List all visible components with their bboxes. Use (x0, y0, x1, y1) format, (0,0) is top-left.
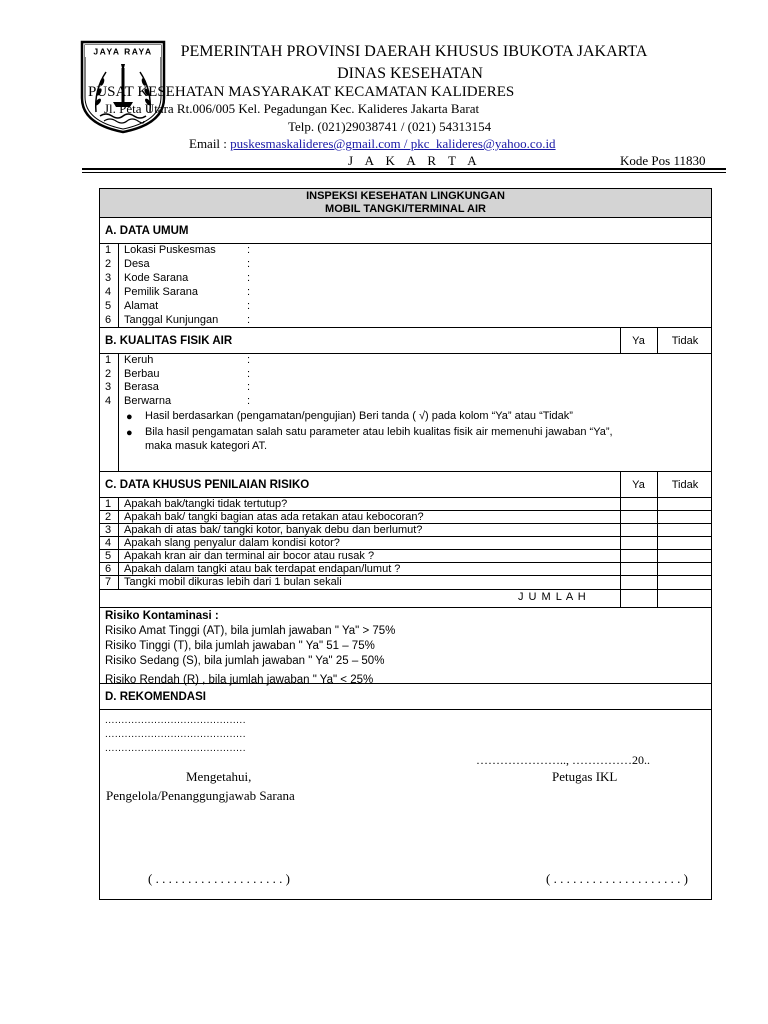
item-colon: : (247, 314, 251, 326)
item-label: Desa (124, 258, 150, 270)
risk-contamination-title: Risiko Kontaminasi : (105, 610, 219, 622)
item-number: 4 (105, 537, 112, 549)
item-colon: : (247, 300, 251, 312)
date-line: ………………….., ……………20.. (476, 753, 650, 767)
item-label: Berwarna (124, 394, 172, 407)
manager-label: Pengelola/Penanggungjawab Sarana (106, 788, 295, 803)
item-number: 3 (105, 524, 112, 536)
section-b-list (100, 353, 711, 471)
risk-question: Apakah slang penyalur dalam kondisi kotor? (124, 537, 340, 549)
item-label: Lokasi Puskesmas (124, 244, 216, 256)
section-b-notes (124, 409, 620, 455)
item-number: 2 (105, 258, 112, 270)
list-item (100, 299, 711, 313)
section-b-title: B. KUALITAS FISIK AIR (105, 335, 233, 347)
list-item (100, 394, 711, 408)
item-label: Keruh (124, 354, 154, 366)
risk-level-line: Risiko Sedang (S), bila jumlah jawaban " Ya" 25 – 50% (105, 655, 385, 667)
risk-level-line: Risiko Rendah (R) , bila jumlah jawaban " Ya" < 25% (105, 674, 374, 686)
risk-question: Apakah bak/tangki tidak tertutup? (124, 498, 288, 510)
letterhead-line1: PEMERINTAH PROVINSI DAERAH KHUSUS IBUKOTA JAKARTA (180, 43, 648, 60)
bullet-icon: ● (126, 411, 133, 423)
letterhead-postcode: Kode Pos 11830 (620, 153, 706, 168)
item-number: 6 (105, 314, 112, 326)
letterhead-email (189, 136, 556, 152)
logo-motto: JAYA RAYA (93, 46, 153, 57)
item-number: 3 (105, 272, 112, 284)
item-label: Berasa (124, 381, 159, 393)
risk-question: Apakah di atas bak/ tangki kotor, banyak debu dan berlumut? (124, 524, 423, 536)
risk-question: Apakah dalam tangki atau bak terdapat endapan/lumut ? (124, 563, 401, 575)
item-number: 1 (105, 244, 112, 256)
section-c-list (100, 497, 711, 607)
list-item (100, 380, 711, 394)
list-item (100, 257, 711, 271)
email-link[interactable]: puskesmaskalideres@gmail.com / pkc_kalideres@yahoo.co.id (230, 136, 556, 151)
letterhead-rule-thin (82, 172, 726, 173)
letterhead-rule-thick (82, 168, 726, 170)
item-number: 5 (105, 550, 112, 562)
acknowledged-label: Mengetahui, (186, 769, 252, 784)
form-title-line1: INSPEKSI KESEHATAN LINGKUNGAN (306, 190, 505, 202)
col-tidak-label: Tidak (671, 479, 699, 491)
answer-tidak-cell[interactable] (657, 576, 713, 589)
section-a-header: A. DATA UMUM (100, 217, 711, 243)
item-label: Alamat (124, 300, 159, 312)
recommendation-line[interactable]: ........................................... (105, 715, 246, 726)
form-title-line2: MOBIL TANGKI/TERMINAL AIR (325, 203, 486, 215)
item-number: 4 (105, 394, 112, 407)
item-number: 4 (105, 286, 112, 298)
letterhead-line3: PUSAT KESEHATAN MASYARAKAT KECAMATAN KALIDERES (88, 84, 515, 100)
item-number: 6 (105, 563, 112, 575)
recommendation-lines (105, 714, 246, 756)
officer-label: Petugas IKL (552, 769, 618, 784)
risk-question-row (100, 549, 711, 563)
answer-ya-cell[interactable] (620, 576, 657, 589)
section-c-title: C. DATA KHUSUS PENILAIAN RISIKO (105, 479, 310, 491)
risk-question-row (100, 536, 711, 550)
item-colon: : (247, 272, 251, 284)
bullet-icon: ● (126, 427, 133, 439)
item-label: Pemilik Sarana (124, 286, 198, 298)
item-colon: : (247, 258, 251, 270)
list-item (100, 353, 711, 367)
risk-contamination (100, 607, 711, 686)
letterhead-address: Jl. Peta Utara Rt.006/005 Kel. Pegadungan Kec. Kalideres Jakarta Barat (104, 101, 480, 116)
section-a-list (100, 243, 711, 327)
col-tidak-label: Tidak (671, 335, 699, 347)
letterhead-city: J A K A R T A (348, 153, 482, 168)
section-b-header (100, 327, 711, 353)
jumlah-row (100, 589, 711, 608)
list-item (100, 271, 711, 285)
recommendation-line[interactable]: ........................................... (105, 743, 246, 754)
section-d-header: D. REKOMENDASI (100, 683, 711, 709)
item-number: 1 (105, 354, 112, 366)
recommendation-line[interactable]: ........................................... (105, 729, 246, 740)
list-item (100, 313, 711, 327)
item-number: 3 (105, 381, 112, 393)
form-title (100, 189, 711, 217)
col-ya-label: Ya (632, 335, 645, 347)
list-item (100, 285, 711, 299)
item-label: Kode Sarana (124, 272, 189, 284)
item-number: 1 (105, 498, 112, 510)
risk-question-row (100, 497, 711, 511)
col-ya-label: Ya (632, 479, 645, 491)
item-colon: : (247, 286, 251, 298)
letterhead-line2: DINAS KESEHATAN (337, 65, 483, 82)
note-item: ● Hasil berdasarkan (pengamatan/pengujian) Beri tanda ( √) pada kolom “Ya” atau “Tidak” (126, 410, 573, 423)
risk-question: Apakah bak/ tangki bagian atas ada retakan atau kebocoran? (124, 511, 424, 523)
signature-left[interactable]: ( . . . . . . . . . . . . . . . . . . . . ) (148, 871, 290, 886)
section-d-body (100, 709, 711, 899)
email-label: Email : (189, 136, 231, 151)
item-colon: : (247, 381, 251, 393)
item-label: Berbau (124, 367, 160, 380)
list-item (100, 243, 711, 257)
risk-question-row (100, 562, 711, 576)
item-number: 7 (105, 576, 112, 588)
risk-question-row (100, 575, 711, 589)
item-number: 2 (105, 511, 112, 523)
item-colon: : (247, 394, 251, 407)
letterhead-phone: Telp. (021)29038741 / (021) 54313154 (288, 119, 492, 134)
item-colon: : (247, 354, 251, 366)
risk-question: Apakah kran air dan terminal air bocor atau rusak ? (124, 550, 375, 562)
item-label: Tanggal Kunjungan (124, 314, 219, 326)
jumlah-label: J U M L A H (518, 591, 587, 603)
letterhead (0, 0, 768, 180)
risk-question: Tangki mobil dikuras lebih dari 1 bulan sekali (124, 576, 342, 588)
risk-question-row (100, 510, 711, 524)
signature-right[interactable]: ( . . . . . . . . . . . . . . . . . . . . ) (546, 871, 688, 886)
list-item (100, 367, 711, 381)
risk-level-line: Risiko Tinggi (T), bila jumlah jawaban " Ya" 51 – 75% (105, 640, 375, 652)
item-number: 2 (105, 367, 112, 380)
item-number: 5 (105, 300, 112, 312)
risk-level-line: Risiko Amat Tinggi (AT), bila jumlah jawaban " Ya" > 75% (105, 625, 396, 637)
item-colon: : (247, 367, 251, 380)
inspection-form (99, 188, 712, 900)
risk-question-row (100, 523, 711, 537)
note-item: ● Bila hasil pengamatan salah satu parameter atau lebih kualitas fisik air memenuhi jawaban “Ya”, maka masuk kategori AT. (126, 426, 613, 452)
item-colon: : (247, 244, 251, 256)
section-c-header (100, 471, 711, 497)
